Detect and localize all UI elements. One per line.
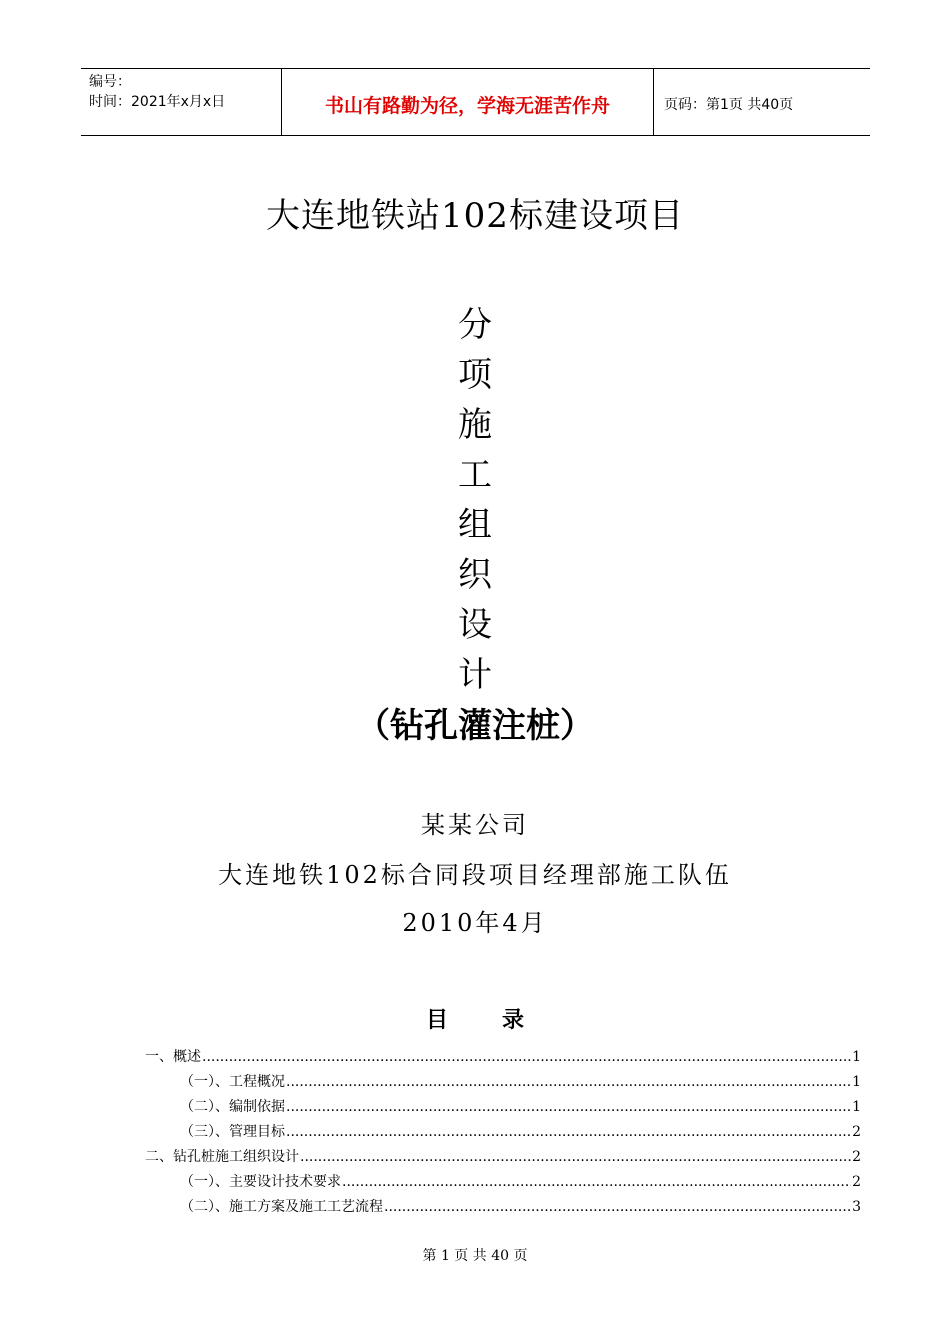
document-title: 大连地铁站102标建设项目 [266, 196, 684, 236]
toc-leader-dots [286, 1120, 851, 1145]
vertical-title [450, 300, 500, 700]
time-label: 时间：2021年x月x日 [89, 94, 226, 110]
header-table [81, 68, 870, 136]
toc-entry-page: 2 [852, 1149, 861, 1165]
page-info: 页码：第1页 共40页 [664, 97, 794, 113]
toc-leader-dots [342, 1170, 851, 1195]
toc-entry[interactable] [145, 1070, 861, 1095]
toc-entry-page: 2 [852, 1124, 861, 1140]
company-name: 某某公司 [421, 811, 529, 839]
toc-entry-page: 3 [852, 1199, 861, 1215]
toc-entry[interactable] [145, 1170, 861, 1195]
toc-leader-dots [286, 1070, 851, 1095]
motto: 书山有路勤为径，学海无涯苦作舟 [281, 69, 654, 135]
vertical-char: 组 [458, 505, 492, 545]
vertical-char: 织 [458, 555, 492, 595]
page-footer: 第 1 页 共 40 页 [422, 1248, 528, 1264]
toc-entry-page: 2 [852, 1174, 861, 1190]
vertical-char: 分 [458, 305, 492, 345]
vertical-char: 工 [458, 455, 492, 495]
number-label: 编号： [89, 74, 131, 90]
vertical-char: 施 [458, 405, 492, 445]
vertical-char: 设 [458, 605, 492, 645]
toc-entry-label: （三）、管理目标 [180, 1124, 285, 1140]
toc-title-left: 目 [425, 1008, 448, 1033]
document-date: 2010年4月 [402, 909, 548, 937]
vertical-char: 计 [458, 655, 492, 695]
document-subtitle: （钻孔灌注桩） [356, 706, 594, 746]
toc-entry[interactable] [145, 1095, 861, 1120]
toc-entry-label: （二）、施工方案及施工工艺流程 [180, 1199, 383, 1215]
header-left-cell [81, 69, 281, 135]
toc-entry-page: 1 [852, 1099, 861, 1115]
toc-entry[interactable] [145, 1120, 861, 1145]
vertical-char: 项 [458, 355, 492, 395]
toc-leader-dots [286, 1095, 851, 1120]
toc-entry[interactable] [145, 1195, 861, 1220]
toc-entry-label: 一、概述 [145, 1049, 201, 1065]
toc-leader-dots [384, 1195, 851, 1220]
toc-entry-label: 二、钻孔桩施工组织设计 [145, 1149, 299, 1165]
toc-title [0, 1003, 950, 1034]
table-of-contents [145, 1045, 861, 1220]
toc-entry-page: 1 [852, 1049, 861, 1065]
toc-entry-page: 1 [852, 1074, 861, 1090]
toc-entry-label: （二）、编制依据 [180, 1099, 285, 1115]
toc-entry-label: （一）、工程概况 [180, 1074, 285, 1090]
toc-title-right: 录 [502, 1008, 525, 1033]
toc-entry[interactable] [145, 1045, 861, 1070]
toc-entry-label: （一）、主要设计技术要求 [180, 1174, 341, 1190]
toc-leader-dots [300, 1145, 851, 1170]
department-name: 大连地铁102标合同段项目经理部施工队伍 [218, 861, 732, 889]
toc-entry[interactable] [145, 1145, 861, 1170]
toc-leader-dots [202, 1045, 851, 1070]
